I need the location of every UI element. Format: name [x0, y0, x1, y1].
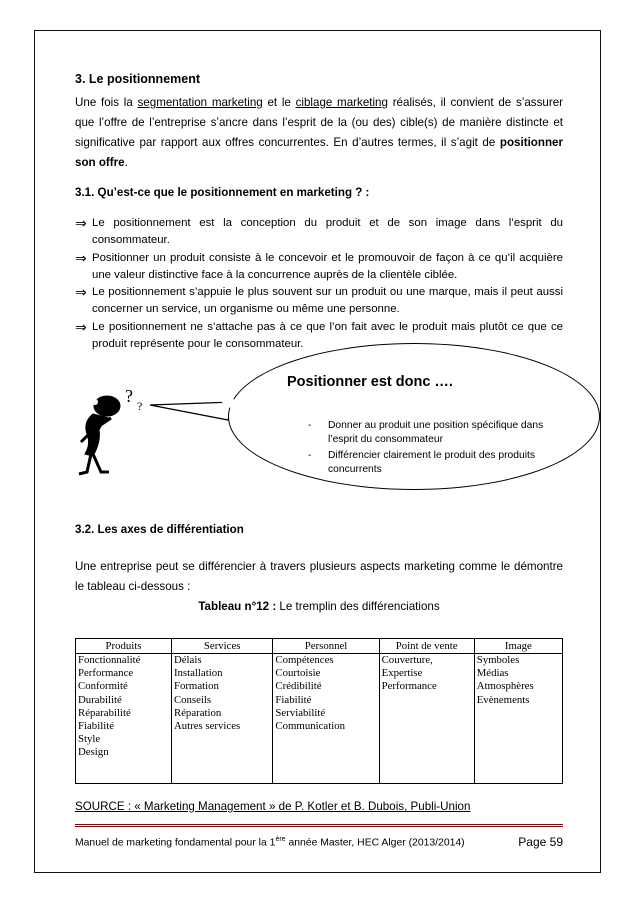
- bullet-list: [75, 215, 563, 353]
- table-cell-item: Fiabilité: [275, 693, 312, 706]
- table-cell-item: Performance: [78, 667, 134, 680]
- table-cell-item: Performance: [381, 680, 437, 693]
- table-cell-item: Atmosphères: [476, 680, 534, 693]
- list-item: ⇒ Le positionnement ne s’attache pas à ce que l’on fait avec le produit mais plutôt ce que ce produit représente pour le consommateur.: [75, 318, 563, 351]
- speech-tail-cover: [220, 395, 240, 415]
- list-item: - Différencier clairement le produit des produits concurrents: [308, 450, 535, 475]
- footer-text: Manuel de marketing fondamental pour la 1ère année Master, HEC Alger (2013/2014): [75, 836, 465, 849]
- page-number: Page 59: [518, 835, 563, 849]
- ciblage-link[interactable]: ciblage marketing: [295, 96, 388, 109]
- source-citation: SOURCE : « Marketing Management » de P. Kotler et B. Dubois, Publi-Union: [75, 800, 471, 813]
- table-cell-item: Fonctionnalité: [78, 654, 141, 666]
- arrow-right-icon: ⇒: [75, 284, 87, 301]
- arrow-right-icon: ⇒: [75, 249, 87, 266]
- table-cell-item: Fiabilité: [78, 720, 114, 733]
- table-cell-item: Conformité: [78, 680, 128, 693]
- table-cell-item: Compétences: [275, 654, 334, 666]
- section-title: 3. Le positionnement: [75, 72, 201, 86]
- column-header: Image: [474, 639, 562, 654]
- table-cell-item: Réparation: [173, 706, 222, 719]
- column-header: Personnel: [273, 639, 379, 654]
- table-cell-item: Formation: [173, 680, 219, 693]
- table-cell-item: Evènements: [476, 693, 530, 706]
- footer-divider: [75, 824, 563, 825]
- table-cell: [379, 654, 474, 784]
- subsection-title-3-2: 3.2. Les axes de différentiation: [75, 523, 244, 536]
- list-item: ⇒ Positionner un produit consiste à le concevoir et le promouvoir de façon à ce qu’il acquière une valeur distinctive face à la concurrence auprès de la clientèle ciblée.: [75, 249, 563, 281]
- table-cell-item: Symboles: [476, 654, 520, 666]
- table-cell-item: Durabilité: [78, 693, 122, 706]
- table-cell: [171, 654, 272, 784]
- intro-paragraph: Une fois la segmentation marketing et le ciblage marketing réalisés, il convient de s’assurer que l’offre de l’entreprise s’ancre dans l’esprit de la (ou des) cible(s) de manière distincte et significative par rapport aux offres concurrentes. En d’autres termes, il s’agit de positionner son offre.: [75, 96, 564, 169]
- table-cell-item: Délais: [173, 654, 202, 666]
- list-item: - Donner au produit une position spécifique dans l’esprit du consommateur: [308, 420, 544, 445]
- table-cell-item: Crédibilité: [275, 680, 322, 693]
- svg-text:?: ?: [125, 386, 133, 406]
- segmentation-link[interactable]: segmentation marketing: [137, 96, 263, 109]
- table-cell-item: Conseils: [173, 693, 212, 706]
- column-header: Produits: [76, 639, 172, 654]
- arrow-right-icon: ⇒: [75, 215, 87, 231]
- subsection-title-3-1: 3.1. Qu’est-ce que le positionnement en marketing ? :: [75, 186, 370, 199]
- intro-paragraph-2: Une entreprise peut se différencier à travers plusieurs aspects marketing comme le démontre le tableau ci-dessous :: [75, 560, 563, 593]
- bubble-title: Positionner est donc ….: [287, 374, 453, 390]
- table-cell-item: Couverture,: [381, 654, 433, 666]
- table-cell-item: Courtoisie: [275, 667, 321, 680]
- list-item: ⇒ Le positionnement s’appuie le plus souvent sur un produit ou une marque, mais il peut aussi concerner un service, un organisme ou même une personne.: [75, 284, 563, 316]
- footer-divider: [75, 826, 563, 827]
- bubble-list: [308, 419, 563, 479]
- table-cell: [273, 654, 379, 784]
- arrow-right-icon: ⇒: [75, 318, 87, 335]
- table-cell-item: Serviabilité: [275, 706, 326, 719]
- table-cell-item: Installation: [173, 667, 223, 680]
- column-header: Services: [171, 639, 272, 654]
- table-cell-item: Médias: [476, 667, 509, 680]
- table-caption: Tableau n°12 : Le tremplin des différenciations: [198, 600, 440, 613]
- table-cell: [474, 654, 562, 784]
- table-cell-item: Communication: [275, 720, 345, 733]
- table-cell-item: Autres services: [173, 720, 241, 733]
- svg-text:?: ?: [137, 399, 143, 413]
- table-cell-item: Expertise: [381, 667, 423, 680]
- table-cell: [76, 654, 172, 784]
- thinking-person-icon: [75, 382, 175, 482]
- differentiation-table: [75, 638, 563, 784]
- table-cell-item: Design: [78, 746, 109, 759]
- list-item: ⇒ Le positionnement est la conception du produit et de son image dans l’esprit du consommateur.: [75, 215, 563, 247]
- table-cell-item: Style: [78, 733, 101, 746]
- table-cell-item: Réparabilité: [78, 706, 131, 719]
- column-header: Point de vente: [379, 639, 474, 654]
